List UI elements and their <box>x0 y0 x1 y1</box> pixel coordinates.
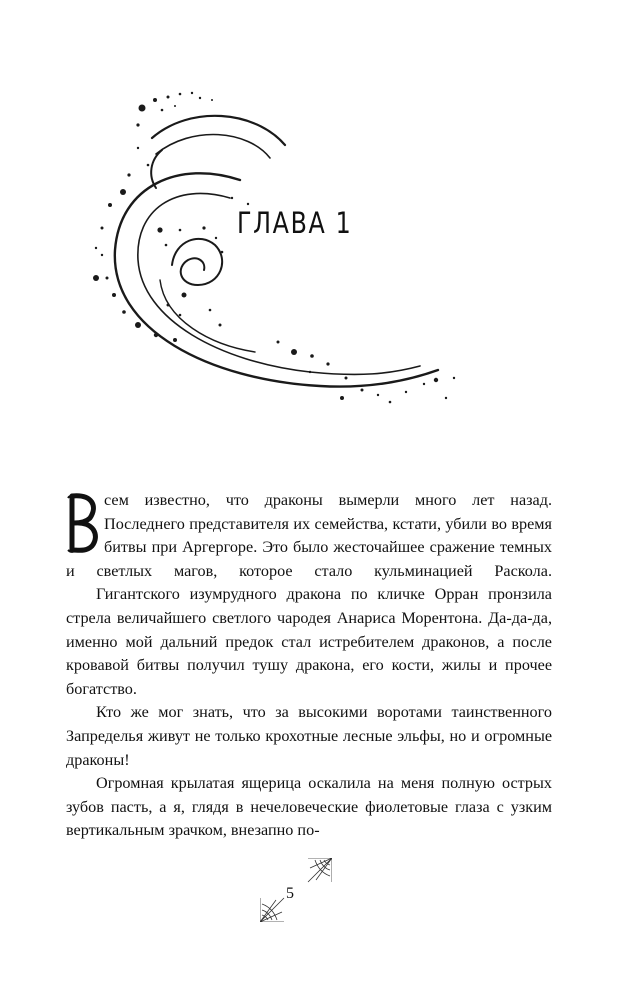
chapter-ornament <box>80 80 480 420</box>
paragraph-4: Огромная крылатая ящерица оскалила на меня полную острых зубов пасть, а я, глядя в нечеловеческие фиолетовые глаза с узким вертикальным зрачком, внезапно по- <box>66 774 552 840</box>
cobweb-icon <box>306 858 332 884</box>
paragraph-3: Кто же мог знать, что за высокими воротами таинственного Запределья живут не только крохотные лесные эльфы, но и огромные драконы! <box>66 703 552 769</box>
ornament-dots <box>93 92 455 404</box>
chapter-title: ГЛАВА 1 <box>237 206 353 240</box>
ornament-arc-top-inner <box>156 134 270 158</box>
chapter-text <box>66 489 552 843</box>
dropcap-letter <box>66 492 100 554</box>
ornament-spiral <box>172 239 222 285</box>
paragraph-1: сем известно, что драконы вымерли много лет назад. Последнего представителя их семейства, кстати, убили во время битвы при Аргергоре. Это было жесточайшее сражение темных и светлых магов, которое стало кульминацией Раскола. <box>66 491 552 580</box>
cobweb-icon <box>260 896 286 922</box>
page-number: 5 <box>286 885 294 902</box>
ornament-arc-top <box>152 116 285 145</box>
paragraph-2: Гигантского изумрудного дракона по кличке Орран пронзила стрела величайшего светлого чародея Анариса Морентона. Да-да-да, именно мой дальний предок стал истребителем драконов, а после кровавой битвы получил тушу дракона, его кости, жилы и прочее богатство. <box>66 585 552 698</box>
